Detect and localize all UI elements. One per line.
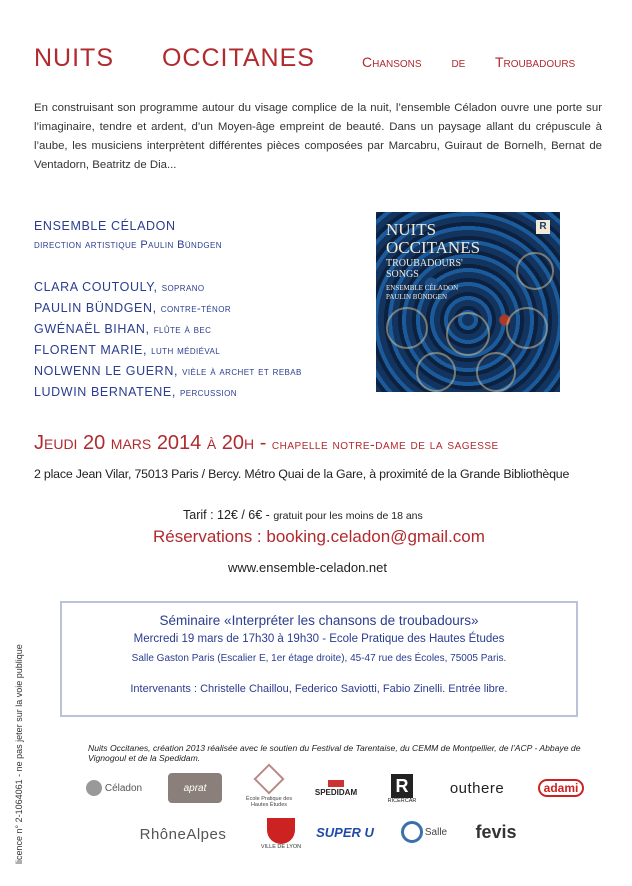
- intro-paragraph: En construisant son programme autour du visage complice de la nuit, l’ensemble Céladon ouvre une porte sur l’imaginaire, tendre et ardent, d’un Moyen-âge empreint de beauté. Dans un paysage allant du crépuscule à l’aube, les musiciens interprètent différentes pièces composées par Marcabru, Guiraut de Bornelh, Bernat de Ventadorn, Beatritz de Dia...: [34, 102, 602, 171]
- musician-name: PAULIN BÜNDGEN,: [34, 301, 157, 315]
- musician-row: [34, 364, 302, 378]
- musician-name: FLORENT MARIE,: [34, 343, 148, 357]
- cover-subtitle-1: TROUBADOURS': [386, 258, 463, 269]
- spedidam-logo: SPEDIDAM: [310, 776, 362, 800]
- tarif-note: gratuit pour les moins de 18 ans: [273, 510, 423, 522]
- seminar-speakers: Intervenants : Christelle Chaillou, Federico Saviotti, Fabio Zinelli. Entrée libre.: [130, 683, 508, 695]
- ensemble-direction: direction artistique Paulin Bündgen: [34, 239, 222, 251]
- page-subtitle: Chansons de Troubadours: [362, 54, 576, 70]
- cover-artist-1: ENSEMBLE CÉLADON: [386, 284, 459, 292]
- superu-logo: SUPER U: [316, 824, 374, 840]
- page-title: NUITS OCCITANES: [34, 44, 315, 72]
- ricercar-icon: R: [536, 220, 550, 234]
- seminar-title: Séminaire «Interpréter les chansons de troubadours»: [159, 613, 479, 628]
- tarif-line: [183, 508, 423, 522]
- seminar-where: Salle Gaston Paris (Escalier E, 1er étage droite), 45-47 rue des Écoles, 75005 Paris.: [131, 653, 507, 664]
- cover-title-2: OCCITANES: [386, 238, 481, 257]
- outhere-logo: outhere: [449, 779, 505, 797]
- cover-artist-2: PAULIN BÜNDGEN: [386, 293, 447, 301]
- musician-name: GWÉNAËL BIHAN,: [34, 322, 150, 336]
- musician-row: [34, 301, 231, 315]
- musician-name: NOLWENN LE GUERN,: [34, 364, 179, 378]
- seminar-when: Mercredi 19 mars de 17h30 à 19h30 - Ecole Pratique des Hautes Études: [133, 633, 505, 645]
- credits-line: Nuits Occitanes, création 2013 réalisée avec le soutien du Festival de Tarentaise, du CEMM de Montpellier, de l’ACP - Abbaye de Vignogoul et de la Spedidam.: [88, 743, 581, 763]
- musician-role: flûte à bec: [153, 324, 212, 336]
- ricercar-logo: R RICERCAR: [387, 776, 417, 804]
- album-cover: [376, 212, 560, 392]
- seminar-box: [60, 601, 578, 717]
- concert-address: 2 place Jean Vilar, 75013 Paris / Bercy. Métro Quai de la Gare, à proximité de la Grande Bibliothèque: [34, 467, 570, 481]
- cover-subtitle-2: SONGS: [386, 269, 419, 280]
- musician-name: CLARA COUTOULY,: [34, 280, 158, 294]
- licence-note: licence n° 2-1064061 - ne pas jeter sur la voie publique: [14, 644, 24, 864]
- musician-name: LUDWIN BERNATENE,: [34, 385, 176, 399]
- musician-row: [34, 385, 237, 399]
- reservations-line[interactable]: Réservations : booking.celadon@gmail.com: [153, 527, 485, 546]
- ville-de-lyon-logo: VILLE DE LYON: [256, 814, 306, 854]
- cover-title-1: NUITS: [386, 220, 437, 239]
- fevis-logo: fevis: [475, 821, 517, 842]
- adami-logo: adami: [532, 776, 590, 800]
- musician-role: percussion: [180, 387, 237, 399]
- musician-role: luth médiéval: [151, 345, 221, 357]
- musician-role: contre-ténor: [160, 303, 232, 315]
- salle-logo: Salle: [396, 818, 452, 846]
- celadon-logo: Céladon: [78, 776, 150, 800]
- concert-place: chapelle notre-dame de la sagesse: [271, 436, 499, 452]
- musician-row: [34, 280, 205, 294]
- rhonealpes-logo: RhôneAlpes: [139, 825, 227, 843]
- website-link[interactable]: www.ensemble-celadon.net: [228, 560, 387, 575]
- ecole-logo: École Pratique des Hautes Études: [240, 767, 298, 809]
- concert-line: [34, 432, 499, 455]
- musician-role: vièle à archet et rebab: [182, 366, 302, 378]
- musician-role: soprano: [161, 282, 205, 294]
- musician-row: [34, 343, 220, 357]
- concert-date: Jeudi 20 mars 2014 à 20h: [34, 432, 255, 454]
- concert-separator: -: [259, 432, 267, 454]
- ensemble-name: ENSEMBLE CÉLADON: [34, 219, 176, 233]
- musician-row: [34, 322, 211, 336]
- tarif-price: Tarif : 12€ / 6€ -: [183, 508, 270, 522]
- aprat-logo: aprat: [168, 773, 222, 803]
